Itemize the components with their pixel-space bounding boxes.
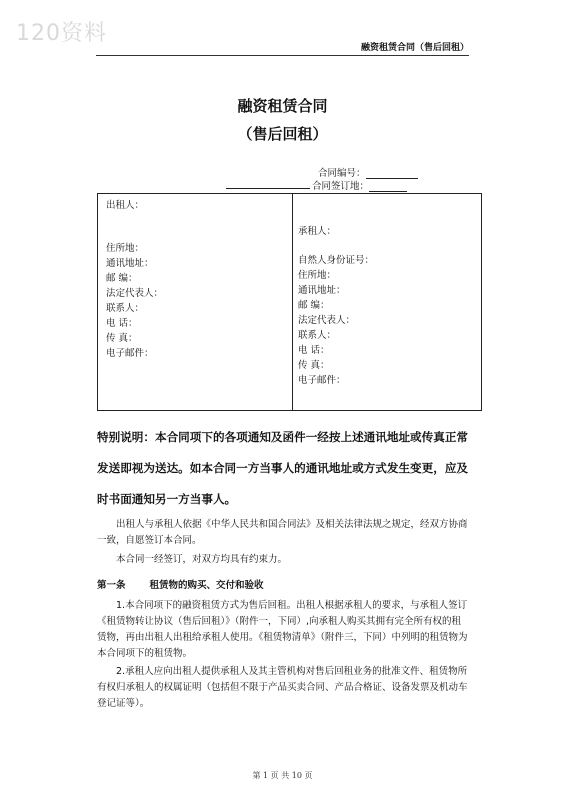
lessee-name: 承租人： — [298, 226, 337, 237]
lessor-name: 出租人： — [106, 200, 145, 211]
watermark: 120资料 — [16, 21, 107, 46]
lessor-address: 住所地： — [106, 243, 145, 254]
lessor-phone: 电 话： — [106, 318, 138, 329]
special-notice: 特别说明：本合同项下的各项通知及函件一经按上述通讯地址或传真正常发送即视为送达。如本合同一方当事人的通讯地址或方式发生变更，应及时书面通知另一方当事人。 — [97, 430, 469, 506]
lessor-legal-rep: 法定代表人： — [106, 288, 164, 299]
lessor-postcode: 邮 编： — [106, 273, 138, 284]
lessee-address: 住所地： — [298, 270, 337, 281]
page-footer: 第 1 页 共 10 页 — [252, 771, 313, 780]
clause-2: 2.承租人应向出租人提供承租人及其主管机构对售后回租业务的批准文件、租赁物所有权归承租人的权属证明（包括但不限于产品买卖合同、产品合格证、设备发票及机动车登记证等）。 — [97, 666, 468, 709]
sign-place-label: 合同签订地： — [312, 181, 370, 192]
binding-paragraph: 本合同一经签订，对双方均具有约束力。 — [116, 554, 288, 565]
sign-place-field — [312, 178, 407, 192]
header-divider — [96, 55, 469, 56]
document-subtitle: （售后回租） — [237, 125, 328, 143]
contract-number-label: 合同编号： — [318, 168, 366, 179]
article-number: 第一条 — [97, 580, 126, 591]
lessee-phone: 电 话： — [298, 345, 330, 356]
lessee-postcode: 邮 编： — [298, 300, 330, 311]
running-header: 融资租赁合同（售后回租） — [360, 43, 469, 53]
intro-paragraph: 出租人与承租人依据《中华人民共和国合同法》及相关法律法规之规定，经双方协商一致，自愿签订本合同。 — [97, 519, 468, 546]
article-title: 租赁物的购买、交付和验收 — [149, 580, 264, 591]
left-blank-line — [226, 188, 310, 189]
lessee-fax: 传 真： — [298, 360, 330, 371]
contract-number-field — [318, 165, 418, 179]
lessee-mail-address: 通讯地址： — [298, 285, 346, 296]
lessor-fax: 传 真： — [106, 333, 138, 344]
lessee-id-number: 自然人身份证号： — [298, 255, 375, 266]
parties-table — [97, 193, 482, 411]
lessor-contact: 联系人： — [106, 303, 145, 314]
lessee-contact: 联系人： — [298, 330, 337, 341]
sign-place-blank — [369, 191, 407, 192]
article-heading — [97, 577, 264, 591]
document-title: 融资租赁合同 — [237, 97, 328, 115]
lessor-email: 电子邮件： — [106, 348, 154, 359]
lessor-mail-address: 通讯地址： — [106, 258, 154, 269]
lessee-email: 电子邮件： — [298, 375, 346, 386]
lessee-legal-rep: 法定代表人： — [298, 315, 356, 326]
clause-1: 1.本合同项下的融资租赁方式为售后回租。出租人根据承租人的要求，与承租人签订《租赁物转让协议（售后回租）》（附件一，下同）,向承租人购买其拥有完全所有权的租赁物，再由出租人出租给承租人使用。《租赁物清单》（附件三，下同）中列明的租赁物为本合同项下的租赁物。 — [97, 600, 468, 659]
parties-divider — [292, 194, 293, 410]
